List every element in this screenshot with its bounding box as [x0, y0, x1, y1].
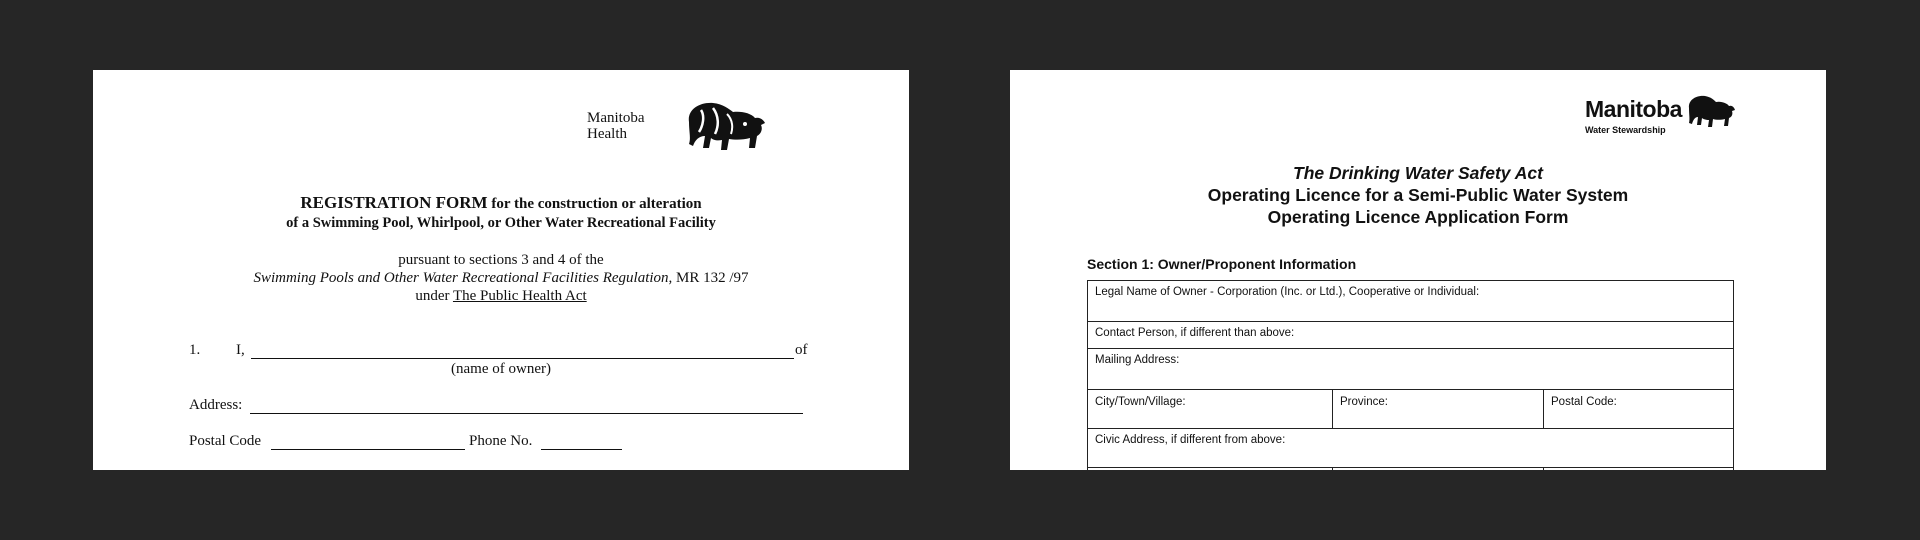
document-page-right — [1010, 70, 1826, 470]
org-name-line-1: Manitoba — [587, 110, 645, 126]
bison-logo-icon — [683, 100, 769, 154]
item-suffix: of — [795, 342, 808, 358]
pursuant-line: pursuant to sections 3 and 4 of the — [398, 252, 604, 268]
owner-caption: (name of owner) — [451, 361, 551, 377]
address-field[interactable] — [250, 413, 803, 414]
mailing-address-field[interactable] — [1087, 348, 1734, 390]
form-title-rest: for the construction or alteration — [491, 196, 702, 212]
table-row[interactable] — [1087, 467, 1333, 470]
brand-name: Manitoba — [1585, 96, 1682, 122]
item-number: 1. — [189, 342, 201, 358]
under-text: under — [415, 288, 450, 304]
legal-name-field[interactable] — [1087, 280, 1734, 322]
civic-address-field[interactable] — [1087, 428, 1734, 468]
section-heading: Section 1: Owner/Proponent Information — [1087, 256, 1357, 272]
province-label: Province: — [1340, 396, 1388, 408]
postal-code-label: Postal Code: — [1551, 396, 1617, 408]
address-label: Address: — [189, 397, 243, 413]
form-title: Operating Licence Application Form — [1267, 207, 1569, 227]
postal-code-label: Postal Code — [189, 433, 262, 449]
contact-person-field[interactable] — [1087, 321, 1734, 349]
org-name-line-2: Health — [587, 126, 627, 142]
brand-subtitle: Water Stewardship — [1585, 125, 1666, 135]
document-page-left — [93, 70, 909, 470]
regulation-line — [93, 270, 909, 287]
org-name — [587, 110, 645, 142]
city-field[interactable] — [1087, 389, 1333, 429]
bison-logo-icon — [1686, 94, 1736, 128]
mailing-address-label: Mailing Address: — [1095, 354, 1180, 366]
act-title: The Drinking Water Safety Act — [1293, 163, 1543, 183]
civic-address-label: Civic Address, if different from above: — [1095, 434, 1286, 446]
phone-label: Phone No. — [469, 433, 533, 449]
item-prefix: I, — [236, 342, 245, 358]
form-title-line-2: of a Swimming Pool, Whirlpool, or Other Water Recreational Facility — [286, 215, 716, 231]
licence-title: Operating Licence for a Semi-Public Water System — [1207, 185, 1629, 205]
table-row[interactable] — [1332, 467, 1544, 470]
legal-name-label: Legal Name of Owner - Corporation (Inc. or Ltd.), Cooperative or Individual: — [1095, 286, 1480, 298]
form-title-main: REGISTRATION FORM — [300, 193, 488, 212]
form-title — [93, 193, 909, 213]
act-name: The Public Health Act — [452, 288, 587, 304]
postal-code-field[interactable] — [271, 449, 465, 450]
regulation-number: MR 132 /97 — [676, 270, 749, 286]
owner-name-field[interactable] — [251, 358, 794, 359]
contact-person-label: Contact Person, if different than above: — [1095, 327, 1295, 339]
phone-field[interactable] — [541, 449, 622, 450]
regulation-name: Swimming Pools and Other Water Recreational Facilities Regulation, — [253, 270, 673, 286]
table-row[interactable] — [1543, 467, 1734, 470]
postal-code-field[interactable] — [1543, 389, 1734, 429]
act-line — [93, 288, 909, 305]
province-field[interactable] — [1332, 389, 1544, 429]
city-label: City/Town/Village: — [1095, 396, 1186, 408]
